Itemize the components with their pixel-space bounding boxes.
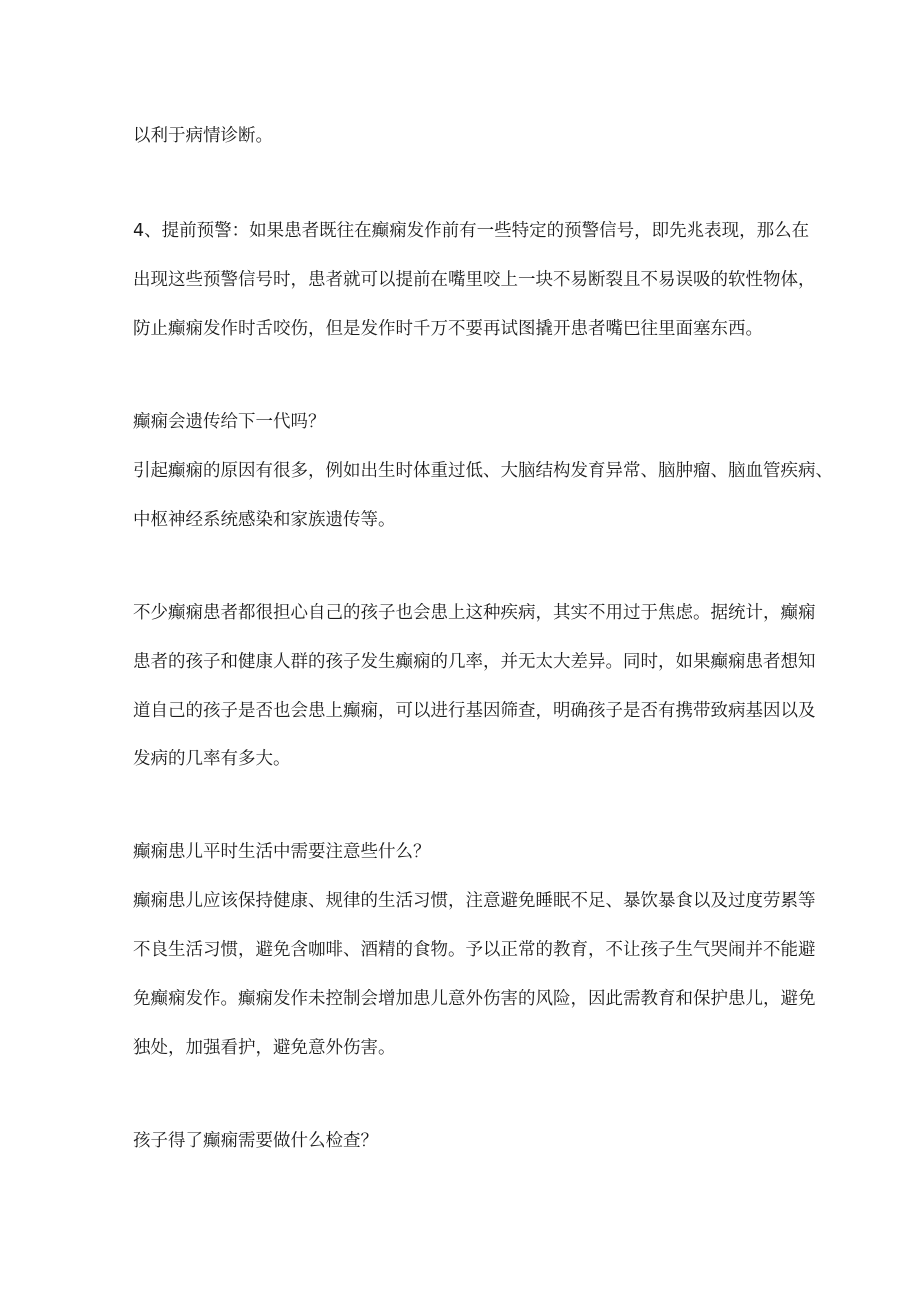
answer-heredity-line-2: 中枢神经系统感染和家族遗传等。 bbox=[133, 510, 396, 530]
question-examinations: 孩子得了癫痫需要做什么检查？ bbox=[133, 1131, 378, 1151]
answer-daily-care-line-2: 不良生活习惯，避免含咖啡、酒精的食物。予以正常的教育，不让孩子生气哭闹并不能避 bbox=[133, 940, 816, 960]
answer-daily-care-line-4: 独处，加强看护，避免意外伤害。 bbox=[133, 1038, 396, 1058]
paragraph-fragment-end: 以利于病情诊断。 bbox=[133, 126, 273, 146]
paragraph-statistics-line-4: 发病的几率有多大。 bbox=[133, 749, 291, 769]
tip4-line-3: 防止癫痫发作时舌咬伤，但是发作时千万不要再试图撬开患者嘴巴往里面塞东西。 bbox=[133, 319, 763, 339]
paragraph-statistics-line-3: 道自己的孩子是否也会患上癫痫，可以进行基因筛查，明确孩子是否有携带致病基因以及 bbox=[133, 701, 816, 721]
tip4-line-1: 4、提前预警：如果患者既往在癫痫发作前有一些特定的预警信号，即先兆表现，那么在 bbox=[133, 221, 810, 241]
paragraph-statistics-line-2: 患者的孩子和健康人群的孩子发生癫痫的几率，并无太大差异。同时，如果癫痫患者想知 bbox=[133, 652, 816, 672]
question-heredity: 癫痫会遗传给下一代吗？ bbox=[133, 412, 326, 432]
question-daily-care: 癫痫患儿平时生活中需要注意些什么？ bbox=[133, 842, 431, 862]
answer-daily-care-line-1: 癫痫患儿应该保持健康、规律的生活习惯，注意避免睡眠不足、暴饮暴食以及过度劳累等 bbox=[133, 891, 816, 911]
paragraph-statistics-line-1: 不少癫痫患者都很担心自己的孩子也会患上这种疾病，其实不用过于焦虑。据统计，癫痫 bbox=[133, 603, 816, 623]
tip4-line-2: 出现这些预警信号时，患者就可以提前在嘴里咬上一块不易断裂且不易误吸的软性物体， bbox=[133, 270, 816, 290]
answer-daily-care-line-3: 免癫痫发作。癫痫发作未控制会增加患儿意外伤害的风险，因此需教育和保护患儿，避免 bbox=[133, 989, 816, 1009]
answer-heredity-line-1: 引起癫痫的原因有很多，例如出生时体重过低、大脑结构发育异常、脑肿瘤、脑血管疾病、 bbox=[133, 461, 833, 481]
